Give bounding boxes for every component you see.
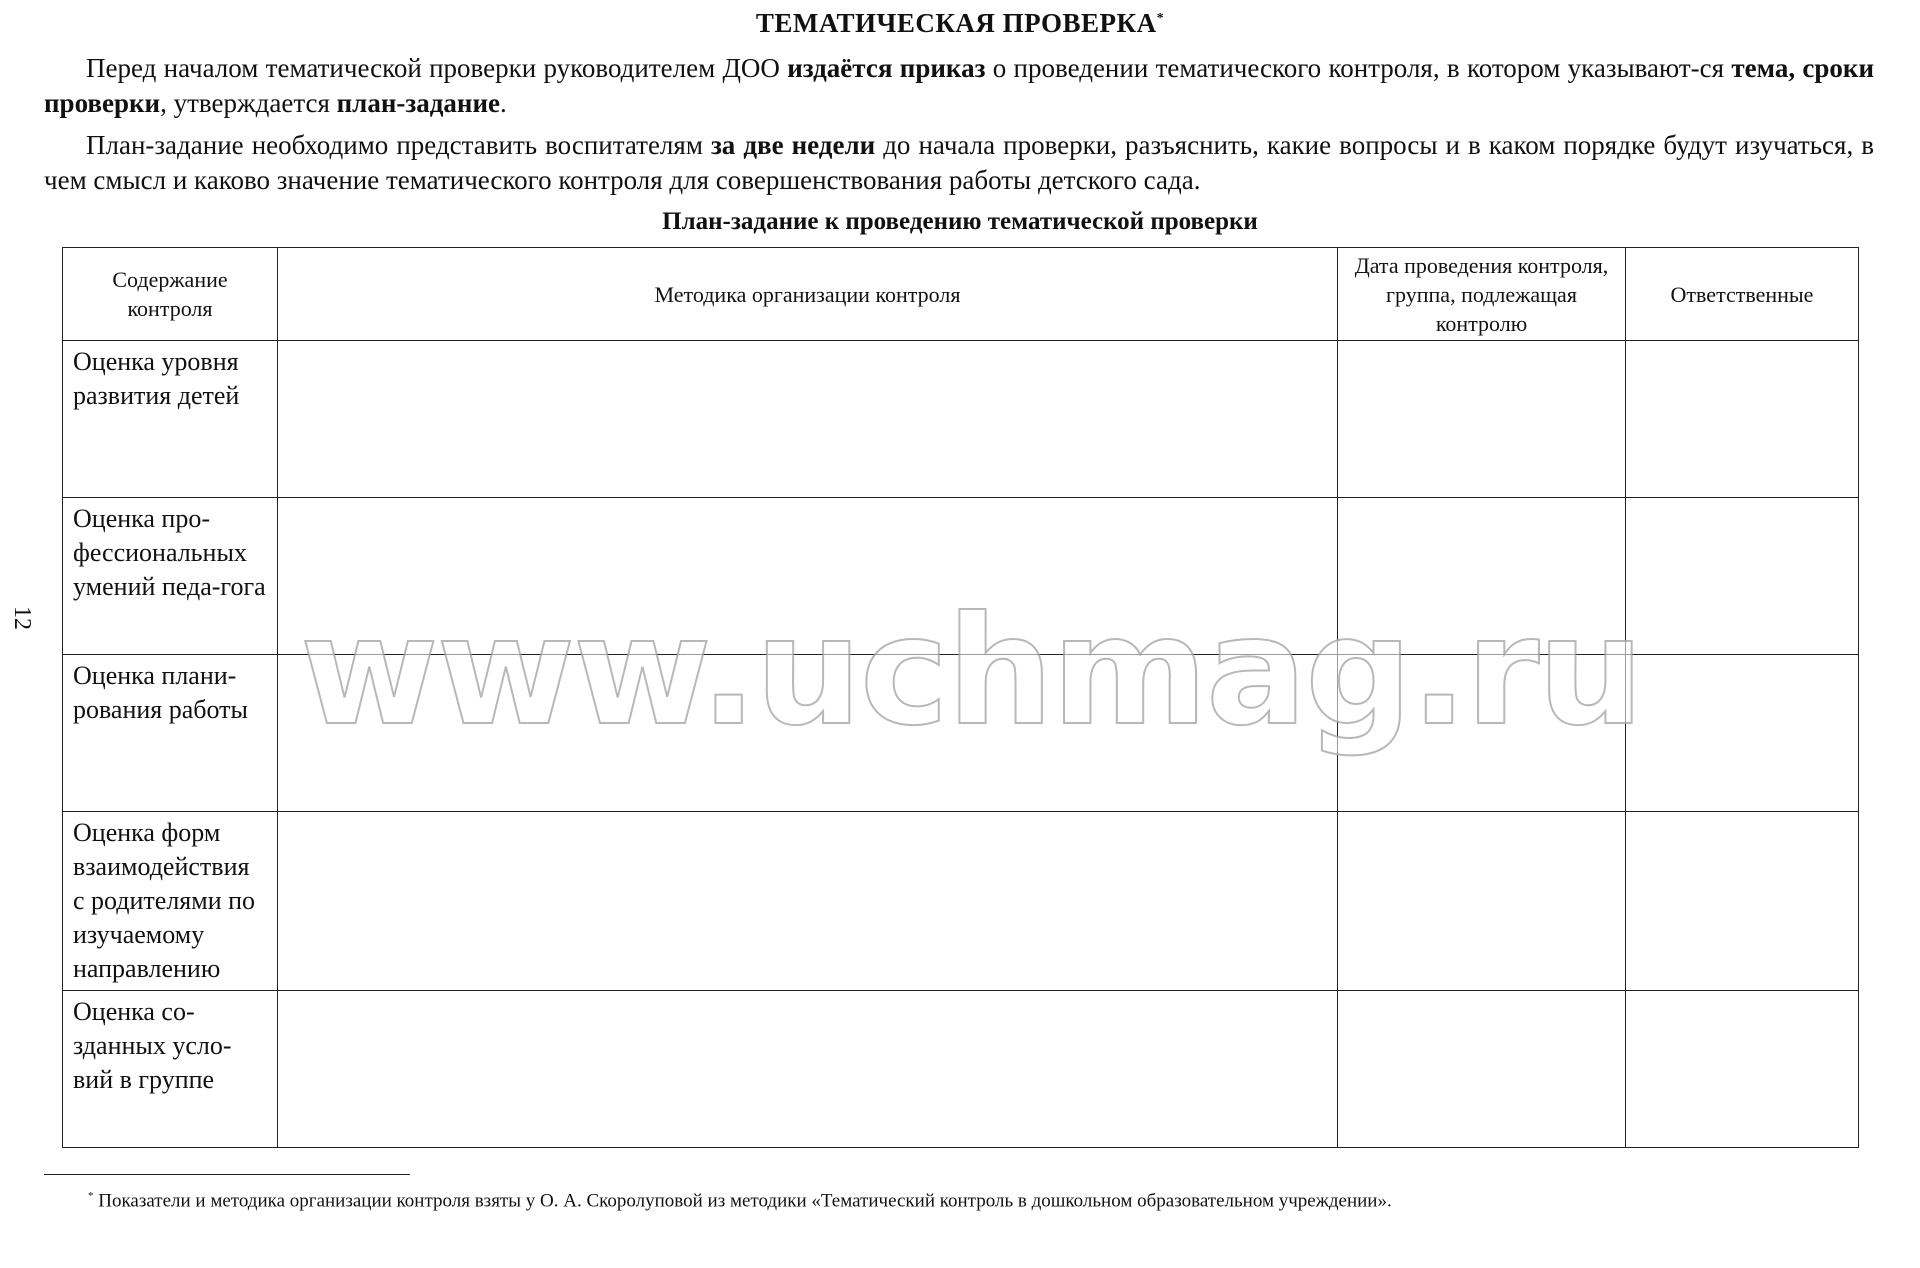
p2-bold-weeks: за две недели <box>710 130 876 160</box>
table-row <box>63 341 1859 498</box>
plan-table <box>62 247 1859 1148</box>
p2-text-1: План-задание необходимо представить воспитателям <box>86 130 711 160</box>
row-label: Оценка форм взаимодействия с родителями по изучаемому направлению <box>63 812 278 991</box>
method-cell[interactable] <box>278 498 1338 655</box>
footnote <box>88 1190 1392 1212</box>
table-row <box>63 498 1859 655</box>
responsible-cell[interactable] <box>1626 498 1859 655</box>
table-title: План-задание к проведению тематической проверки <box>662 208 1258 235</box>
footnote-mark: * <box>88 1190 94 1202</box>
row-label: Оценка плани-рования работы <box>63 655 278 812</box>
method-cell[interactable] <box>278 991 1338 1148</box>
date-cell[interactable] <box>1338 812 1626 991</box>
date-cell[interactable] <box>1338 991 1626 1148</box>
header-date-group: Дата проведения контроля, группа, подлежащая контролю <box>1338 248 1626 341</box>
title-text: ТЕМАТИЧЕСКАЯ ПРОВЕРКА <box>755 8 1157 38</box>
date-cell[interactable] <box>1338 655 1626 812</box>
date-cell[interactable] <box>1338 498 1626 655</box>
title-footnote-mark: * <box>1156 11 1165 26</box>
date-cell[interactable] <box>1338 341 1626 498</box>
header-content: Содержание контроля <box>63 248 278 341</box>
p1-text-2: о проведении тематического контроля, в котором указывают-ся <box>985 53 1732 83</box>
p1-text-4: . <box>499 88 507 118</box>
header-responsible: Ответственные <box>1626 248 1859 341</box>
p1-bold-topic: тема, сроки проверки <box>44 53 1874 118</box>
p1-text-3: , утверждается <box>160 88 337 118</box>
paragraph-1 <box>44 51 1874 121</box>
table-row <box>63 655 1859 812</box>
row-label: Оценка уровня развития детей <box>63 341 278 498</box>
row-label: Оценка про-фессиональных умений педа-гога <box>63 498 278 655</box>
method-cell[interactable] <box>278 655 1338 812</box>
p2-text-2: до начала проверки, разъяснить, какие вопросы и в каком порядке будут изучаться, в чем смысл и каково значение тематического контроля для совершенствования работы детского сада. <box>44 130 1874 195</box>
p1-bold-plan: план-задание <box>336 88 500 118</box>
method-cell[interactable] <box>278 812 1338 991</box>
page-number: 12 <box>9 606 36 630</box>
p1-text-1: Перед началом тематической проверки руководителем ДОО <box>86 53 788 83</box>
footnote-text: Показатели и методика организации контроля взяты у О. А. Скоролуповой из методики «Тематический контроль в дошкольном образовательном учреждении». <box>93 1190 1392 1212</box>
responsible-cell[interactable] <box>1626 991 1859 1148</box>
page-title <box>0 8 1920 39</box>
row-label: Оценка со-зданных усло-вий в группе <box>63 991 278 1148</box>
method-cell[interactable] <box>278 341 1338 498</box>
table-header-row <box>63 248 1859 341</box>
table-row <box>63 812 1859 991</box>
responsible-cell[interactable] <box>1626 812 1859 991</box>
table-row <box>63 991 1859 1148</box>
footnote-divider <box>44 1174 410 1175</box>
responsible-cell[interactable] <box>1626 341 1859 498</box>
paragraph-2 <box>44 128 1874 198</box>
header-method: Методика организации контроля <box>278 248 1338 341</box>
watermark: www.uchmag.ru <box>300 585 1643 759</box>
responsible-cell[interactable] <box>1626 655 1859 812</box>
p1-bold-order: издаётся приказ <box>787 53 986 83</box>
